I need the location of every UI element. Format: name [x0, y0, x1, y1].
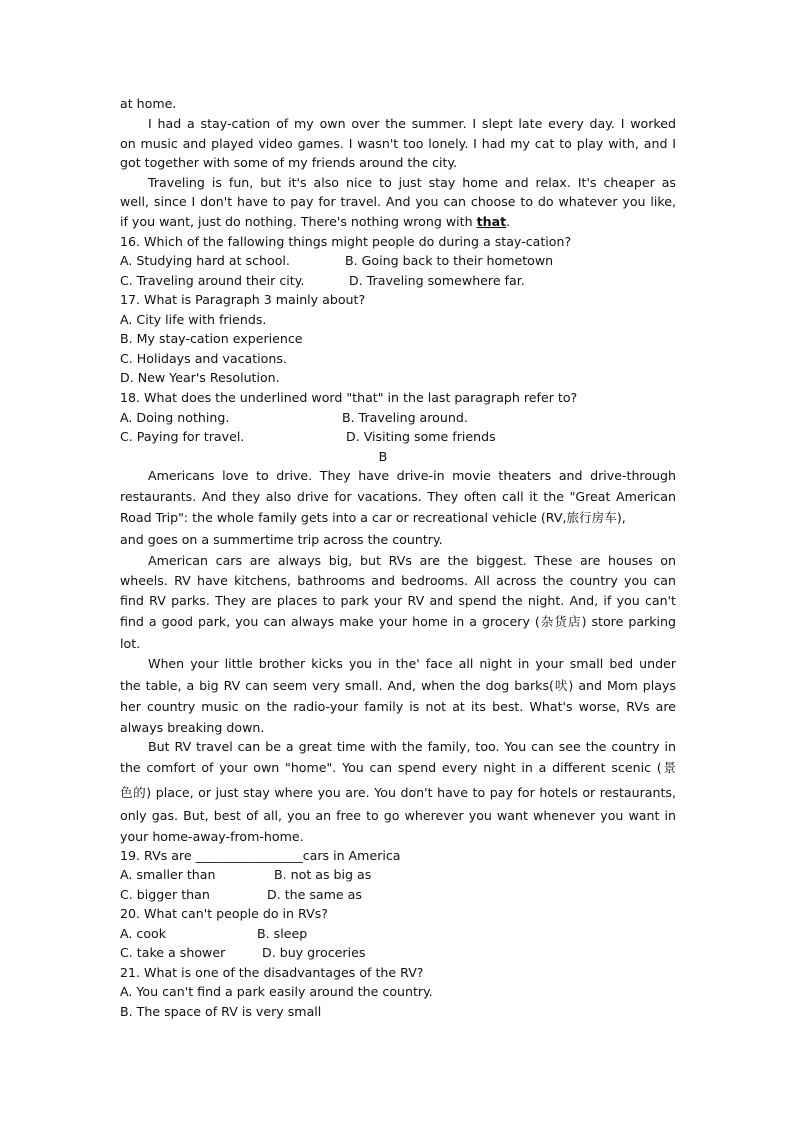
q20-option-b: B. sleep	[257, 926, 308, 941]
passage-line: the table, a big RV can seem very small. And, when the dog barks(吠) and Mom plays	[120, 678, 676, 693]
section-heading-b: B	[378, 449, 388, 464]
passage-text: .	[506, 214, 511, 229]
q18-option-d: D. Visiting some friends	[346, 429, 496, 444]
passage-line: and goes on a summertime trip across the country.	[120, 532, 443, 547]
q17-option-b: B. My stay-cation experience	[120, 331, 303, 346]
question-19-stem: 19. RVs are _________________cars in America	[120, 848, 401, 863]
passage-line: her country music on the radio-your family is not at its best. What's worse, RVs are	[120, 699, 676, 714]
passage-line: restaurants. And they also drive for vacations. They often call it the "Great American	[120, 489, 676, 504]
passage-line: American cars are always big, but RVs are the biggest. These are houses on	[148, 553, 676, 568]
q19-option-a: A. smaller than	[120, 867, 216, 882]
passage-line: your home-away-from-home.	[120, 829, 304, 844]
question-18-stem: 18. What does the underlined word "that" in the last paragraph refer to?	[120, 390, 578, 405]
q19-option-b: B. not as big as	[274, 867, 372, 882]
q16-option-c: C. Traveling around their city.	[120, 273, 305, 288]
underlined-word-that: that	[476, 214, 507, 229]
passage-line: lot.	[120, 636, 141, 651]
passage-line	[120, 214, 510, 230]
q19-option-d: D. the same as	[267, 887, 362, 902]
passage-line: find a good park, you can always make your home in a grocery (杂货店) store parking	[120, 614, 676, 629]
passage-line: always breaking down.	[120, 720, 265, 735]
q18-option-b: B. Traveling around.	[342, 410, 468, 425]
passage-line: wheels. RV have kitchens, bathrooms and bedrooms. All across the country you can	[120, 573, 676, 588]
q17-option-c: C. Holidays and vacations.	[120, 351, 287, 366]
q21-option-a: A. You can't find a park easily around the country.	[120, 984, 433, 999]
question-17-stem: 17. What is Paragraph 3 mainly about?	[120, 292, 366, 307]
passage-line: the comfort of your own "home". You can spend every night in a different scenic (景	[120, 760, 676, 775]
q18-option-c: C. Paying for travel.	[120, 429, 245, 444]
passage-line: I had a stay-cation of my own over the summer. I slept late every day. I worked	[148, 116, 676, 131]
passage-line: find RV parks. They are places to park your RV and spend the night. And, if you can't	[120, 593, 676, 608]
q21-option-b: B. The space of RV is very small	[120, 1004, 322, 1019]
q16-option-d: D. Traveling somewhere far.	[349, 273, 525, 288]
passage-line: well, since I don't have to pay for travel. And you can choose to do whatever you like,	[120, 194, 676, 209]
passage-line: only gas. But, best of all, you an free to go wherever you want whenever you want in	[120, 808, 676, 823]
q19-option-c: C. bigger than	[120, 887, 210, 902]
passage-line: got together with some of my friends around the city.	[120, 155, 458, 170]
passage-text: if you want, just do nothing. There's nothing wrong with	[120, 214, 477, 229]
passage-line: Traveling is fun, but it's also nice to just stay home and relax. It's cheaper as	[148, 175, 676, 190]
passage-line: on music and played video games. I wasn't too lonely. I had my cat to play with, and I	[120, 136, 676, 151]
passage-line: Road Trip": the whole family gets into a car or recreational vehicle (RV,旅行房车),	[120, 510, 626, 525]
passage-line: Americans love to drive. They have drive-in movie theaters and drive-through	[148, 468, 676, 483]
q20-option-a: A. cook	[120, 926, 167, 941]
passage-line: 色的) place, or just stay where you are. You don't have to pay for hotels or restaurants,	[120, 785, 676, 800]
passage-line: But RV travel can be a great time with the family, too. You can see the country in	[148, 739, 676, 754]
q17-option-a: A. City life with friends.	[120, 312, 267, 327]
question-21-stem: 21. What is one of the disadvantages of the RV?	[120, 965, 424, 980]
passage-line: at home.	[120, 96, 177, 111]
q20-option-c: C. take a shower	[120, 945, 226, 960]
q16-option-b: B. Going back to their hometown	[345, 253, 554, 268]
q16-option-a: A. Studying hard at school.	[120, 253, 290, 268]
q20-option-d: D. buy groceries	[262, 945, 366, 960]
q17-option-d: D. New Year's Resolution.	[120, 370, 280, 385]
q18-option-a: A. Doing nothing.	[120, 410, 230, 425]
question-20-stem: 20. What can't people do in RVs?	[120, 906, 328, 921]
question-16-stem: 16. Which of the fallowing things might people do during a stay-cation?	[120, 234, 572, 249]
passage-line: When your little brother kicks you in the' face all night in your small bed under	[148, 656, 676, 671]
